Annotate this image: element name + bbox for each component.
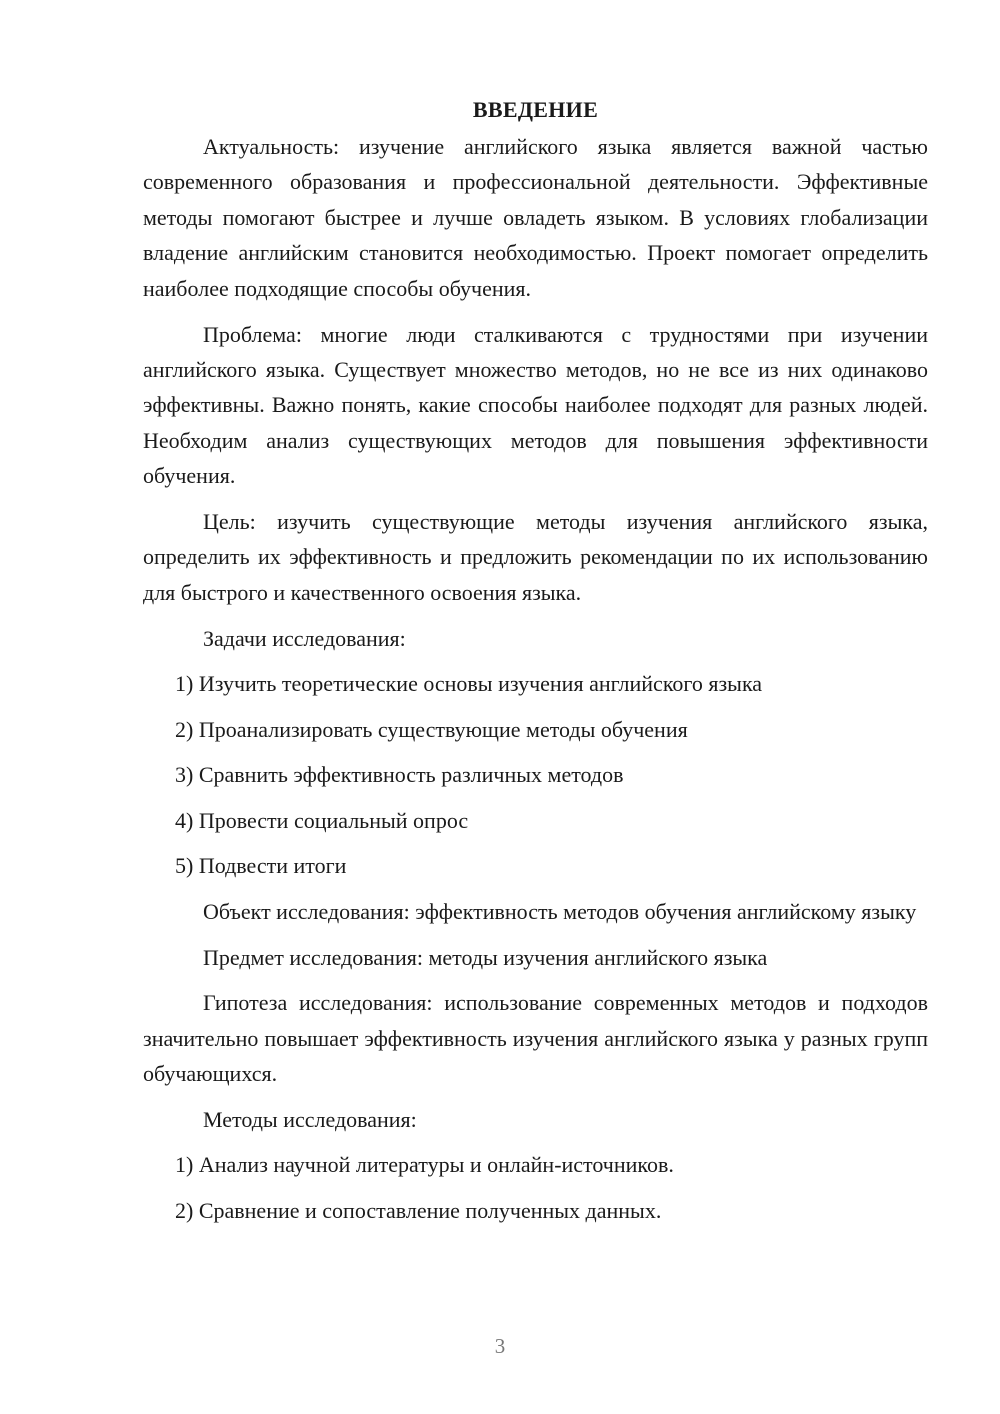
- document-page: [143, 92, 928, 1238]
- list-item: 5) Подвести итоги: [175, 853, 347, 879]
- goal-paragraph: Цель: изучить существующие методы изучения английского языка, определить их эффективность и предложить рекомендации по их использованию для быстрого и качественного освоения языка.: [143, 509, 928, 605]
- subject-paragraph: Предмет исследования: методы изучения английского языка: [203, 944, 768, 970]
- list-item: 3) Сравнить эффективность различных методов: [175, 762, 624, 788]
- methods-title: Методы исследования:: [203, 1106, 417, 1132]
- methods-list: [143, 1147, 928, 1228]
- section-heading: ВВЕДЕНИЕ: [472, 97, 599, 122]
- page-number: 3: [494, 1334, 506, 1358]
- list-item: 1) Изучить теоретические основы изучения английского языка: [175, 671, 763, 697]
- list-item: 4) Провести социальный опрос: [175, 807, 469, 833]
- relevance-paragraph: Актуальность: изучение английского языка является важной частью современного образования и профессиональной деятельности. Эффективные методы помогают быстрее и лучше овладеть языком. В условиях глобализации владение английским становится необходимостью. Проект помогает определить наиболее подходящие способы обучения.: [143, 134, 928, 301]
- problem-paragraph: Проблема: многие люди сталкиваются с трудностями при изучении английского языка. Существует множество методов, но не все из них одинаково эффективны. Важно понять, какие способы наиболее подходят для разных людей. Необходим анализ существующих методов для повышения эффективности обучения.: [143, 321, 928, 489]
- list-item: 2) Сравнение и сопоставление полученных данных.: [175, 1197, 662, 1223]
- tasks-title: Задачи исследования:: [203, 625, 406, 651]
- list-item: 2) Проанализировать существующие методы обучения: [175, 716, 688, 742]
- list-item: 1) Анализ научной литературы и онлайн-источников.: [175, 1152, 674, 1178]
- hypothesis-paragraph: Гипотеза исследования: использование современных методов и подходов значительно повышает эффективность изучения английского языка у разных групп обучающихся.: [143, 990, 928, 1086]
- object-paragraph: Объект исследования: эффективность методов обучения английскому языку: [203, 898, 917, 924]
- tasks-list: [143, 666, 928, 883]
